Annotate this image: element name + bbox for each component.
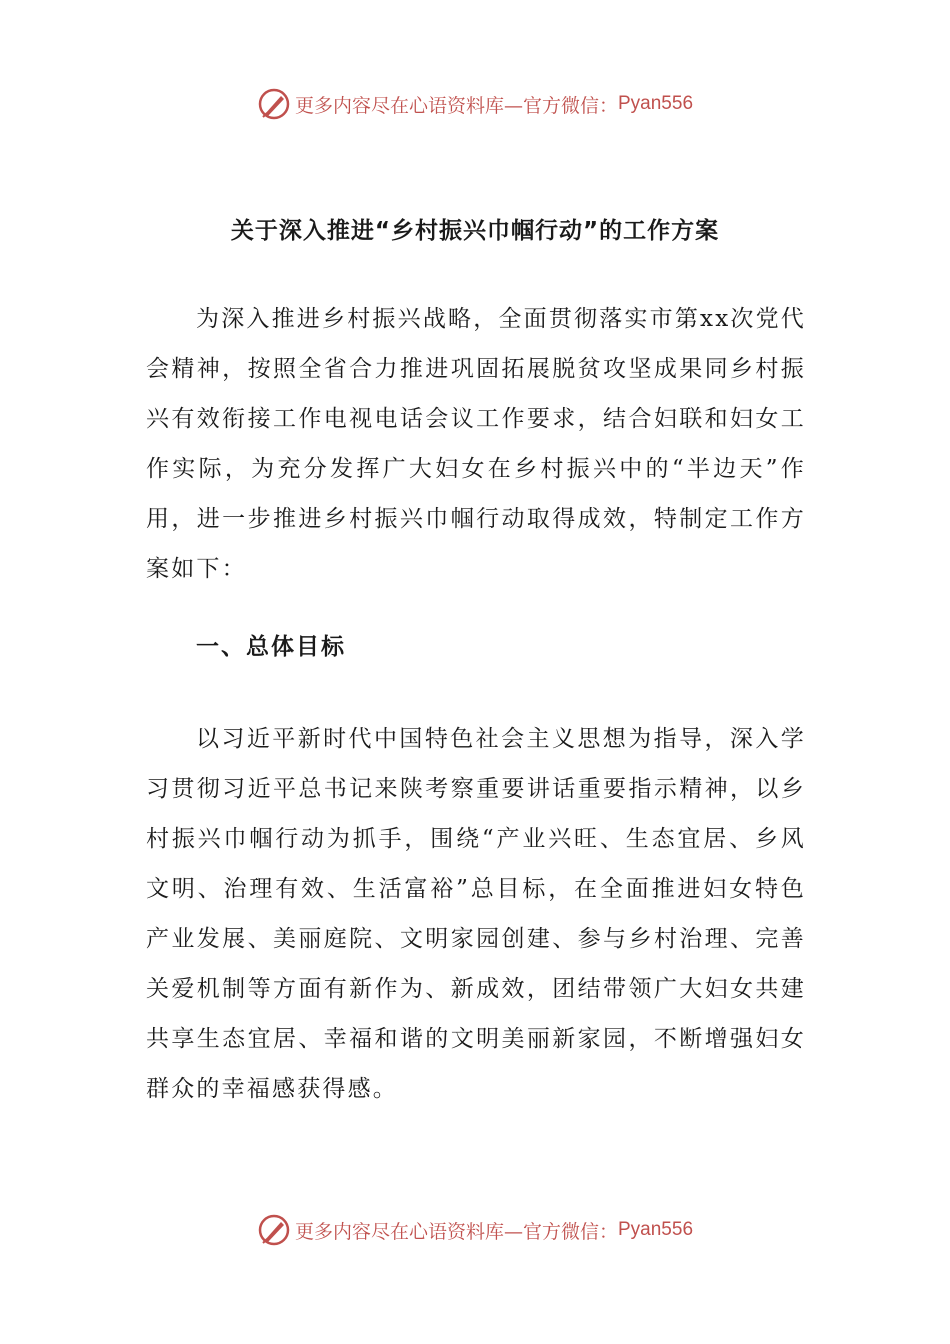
footer-watermark <box>0 1210 950 1250</box>
pen-icon <box>257 1213 291 1247</box>
intro-paragraph: 为深入推进乡村振兴战略，全面贯彻落实市第xx次党代会精神，按照全省合力推进巩固拓展脱贫攻坚成果同乡村振兴有效衔接工作电视电话会议工作要求，结合妇联和妇女工作实际，为充分发挥广大妇女在乡村振兴中的“半边天”作用，进一步推进乡村振兴巾帼行动取得成效，特制定工作方案如下： <box>146 306 806 582</box>
pen-icon <box>257 87 291 121</box>
watermark-text: 更多内容尽在心语资料库—官方微信： <box>294 94 618 117</box>
section-heading: 一、总体目标 <box>196 634 346 660</box>
wechat-id: Pyan556 <box>618 93 694 114</box>
wechat-id: Pyan556 <box>618 1219 694 1240</box>
document-title: 关于深入推进“乡村振兴巾帼行动”的工作方案 <box>230 218 720 244</box>
section-body-paragraph: 以习近平新时代中国特色社会主义思想为指导，深入学习贯彻习近平总书记来陕考察重要讲话重要指示精神，以乡村振兴巾帼行动为抓手，围绕“产业兴旺、生态宜居、乡风文明、治理有效、生活富裕”总目标，在全面推进妇女特色产业发展、美丽庭院、文明家园创建、参与乡村治理、完善关爱机制等方面有新作为、新成效，团结带领广大妇女共建共享生态宜居、幸福和谐的文明美丽新家园，不断增强妇女群众的幸福感获得感。 <box>146 726 806 1102</box>
watermark-text: 更多内容尽在心语资料库—官方微信： <box>294 1220 618 1243</box>
header-watermark <box>0 84 950 124</box>
